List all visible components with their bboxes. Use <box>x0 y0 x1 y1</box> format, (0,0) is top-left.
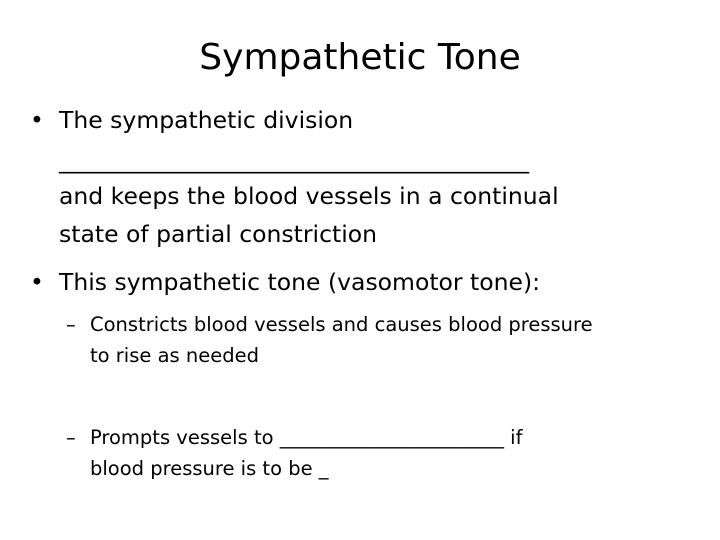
bullet-1-line-4: state of partial constriction <box>59 220 378 248</box>
bullet-1-blank-line: ________________________________________ <box>59 146 529 174</box>
bullet-1-line-1: The sympathetic division <box>59 106 354 134</box>
bullet-marker: • <box>30 106 44 134</box>
bullet-1-line-3: and keeps the blood vessels in a continual <box>59 182 559 210</box>
sub-bullet-marker: – <box>66 426 76 449</box>
sub-bullet-1-line-1: Constricts blood vessels and causes blood pressure <box>90 313 593 336</box>
sub-bullet-2-line-2: blood pressure is to be _ <box>90 457 329 480</box>
sub-bullet-2-line-1: Prompts vessels to _______________________ if <box>90 426 523 449</box>
slide-title: Sympathetic Tone <box>199 37 521 78</box>
bullet-marker: • <box>30 268 44 296</box>
sub-bullet-1-line-2: to rise as needed <box>90 344 259 367</box>
sub-bullet-marker: – <box>66 313 76 336</box>
bullet-2-line-1: This sympathetic tone (vasomotor tone): <box>59 268 541 296</box>
